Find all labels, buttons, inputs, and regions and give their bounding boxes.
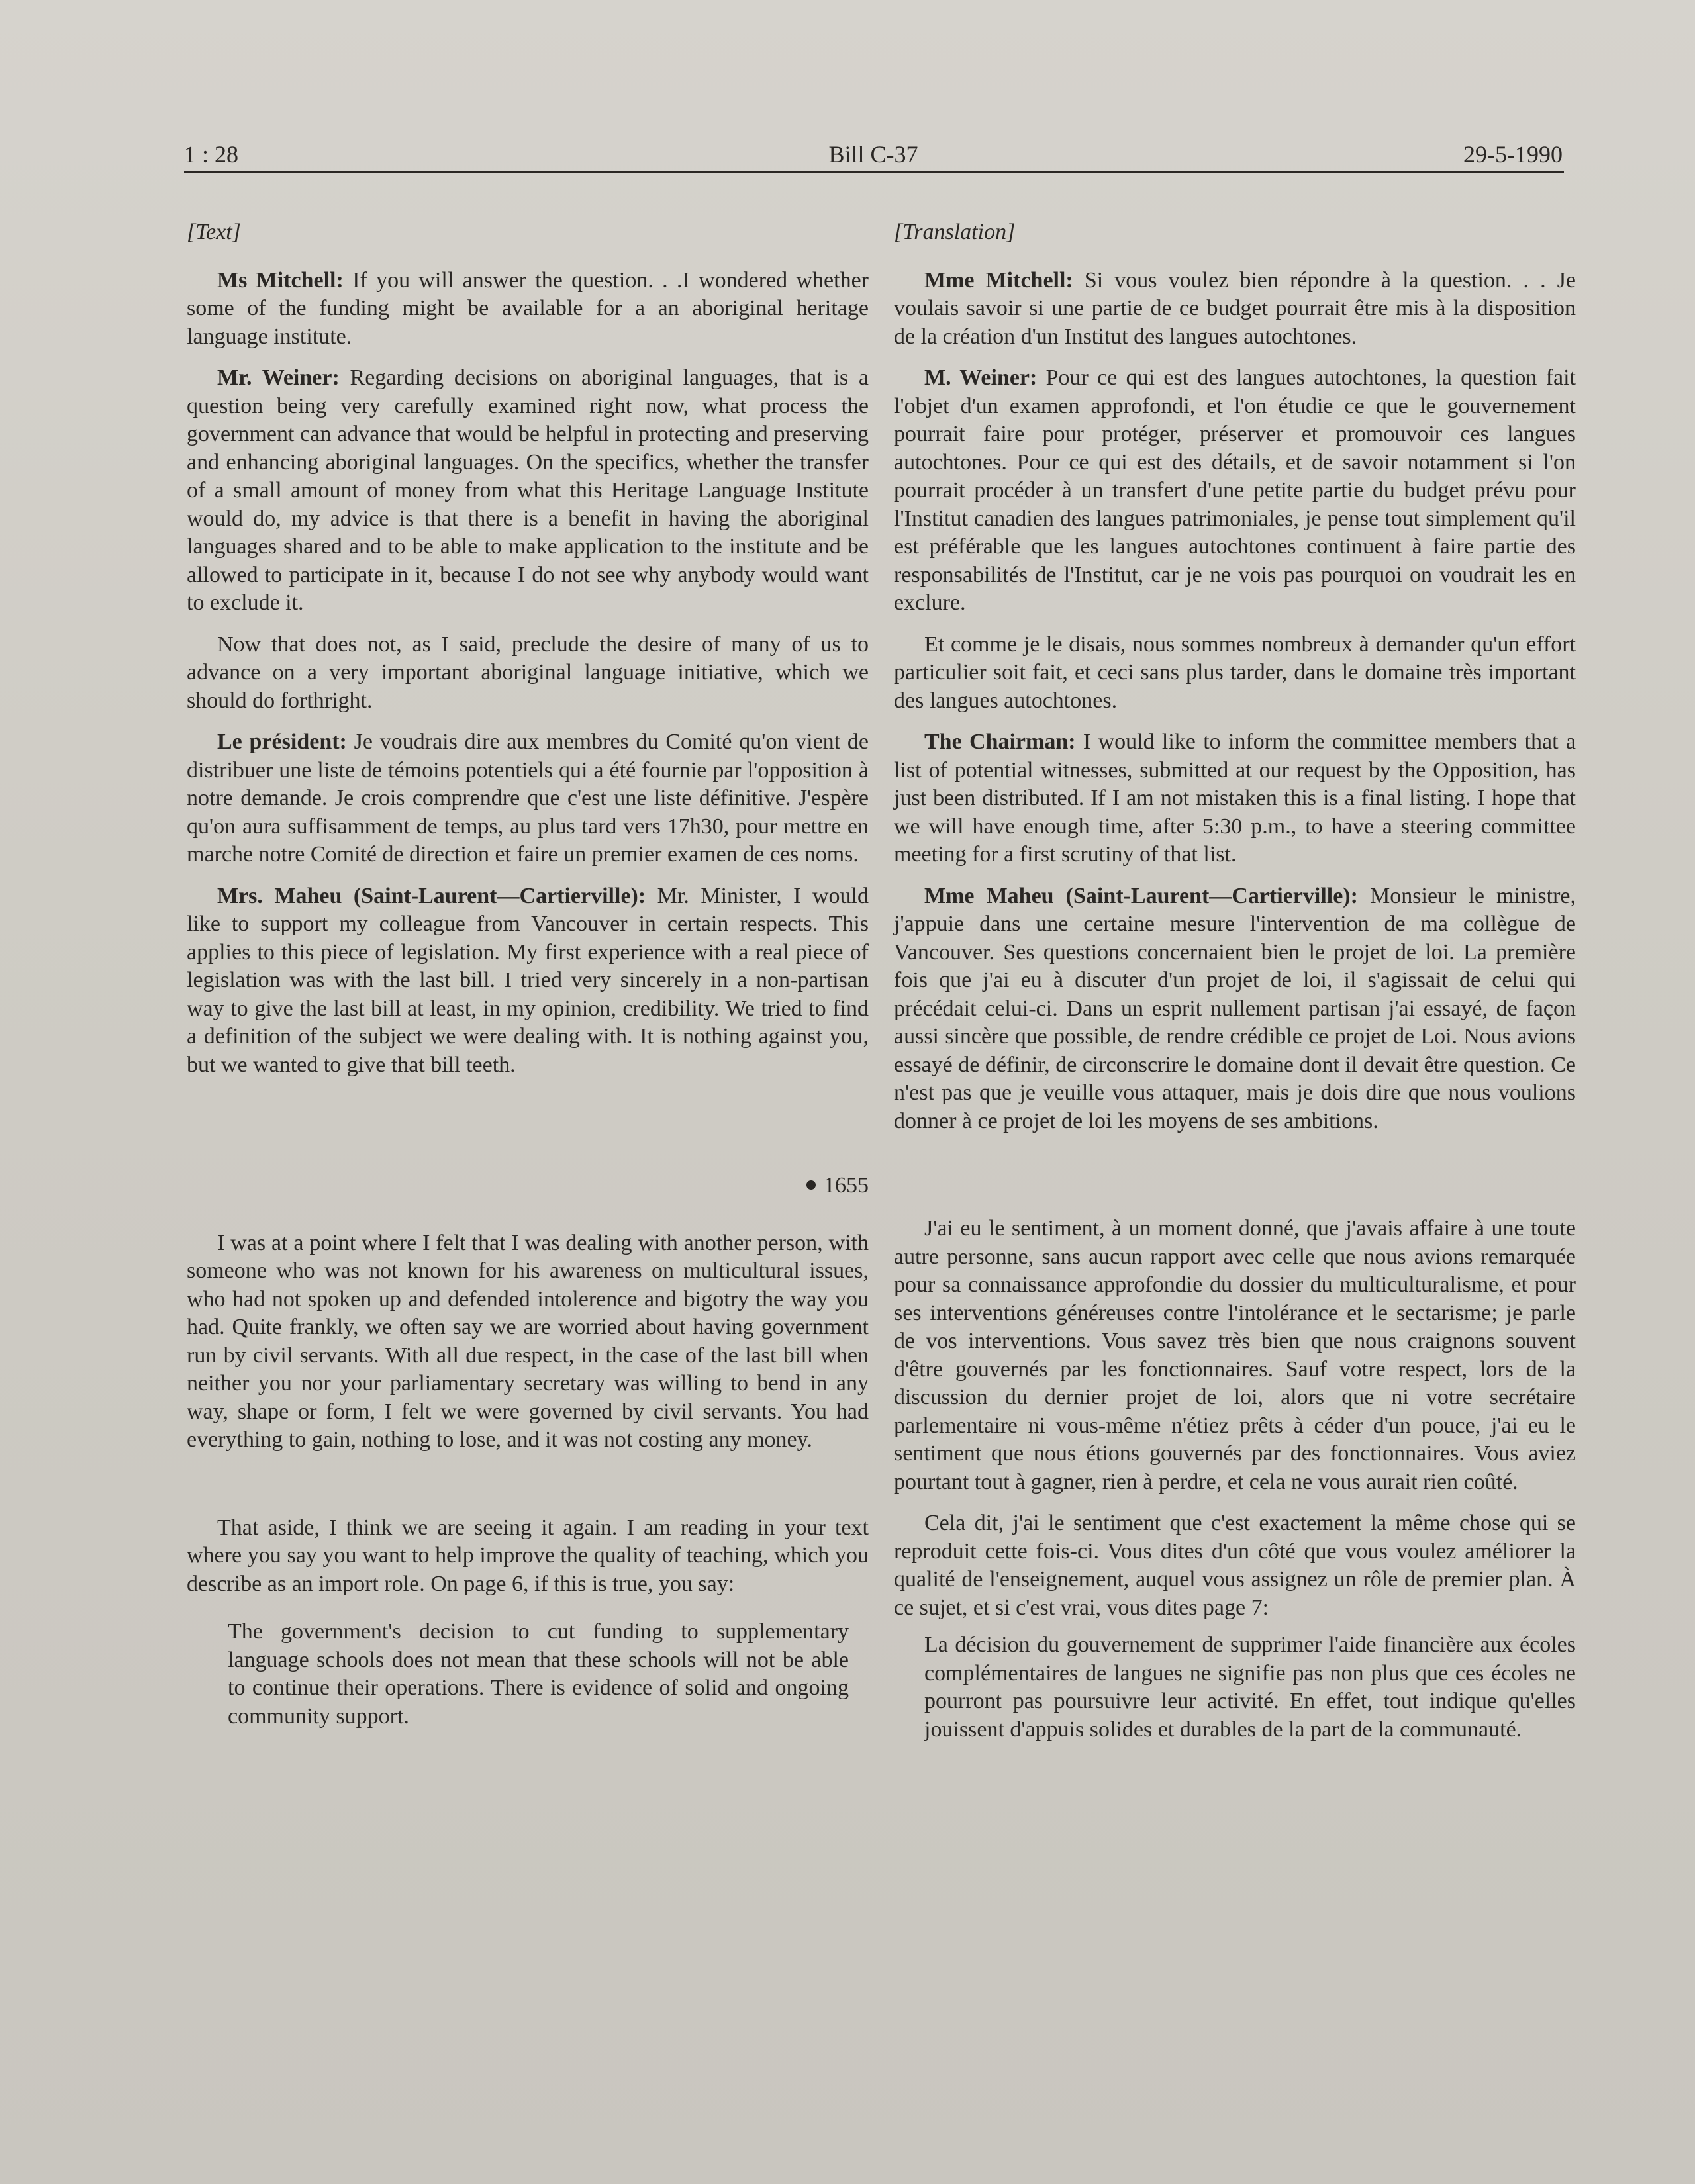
paragraph	[187, 1229, 869, 1454]
speaker-name: Ms Mitchell:	[217, 267, 344, 293]
paragraph	[894, 728, 1576, 869]
block-quote	[187, 1618, 869, 1731]
paragraph	[894, 882, 1576, 1136]
paragraph	[187, 267, 869, 352]
paragraph	[894, 631, 1576, 716]
paragraph-text: Si vous voulez bien répondre à la question. . . Je voulais savoir si une partie de ce budget pourrait être mis à la disposition de la création d'un Institut des langues autochtones.	[894, 267, 1576, 349]
paragraph-text: Monsieur le ministre, j'appuie dans une certaine mesure l'intervention de ma collègue de Vancouver. Ses questions concernaient bien le projet de loi. La première fois que j'ai eu à discuter d'un projet de loi, il s'agissait de celui qui précédait celui-ci. Dans un esprit nullement partisan j'ai essayé, de façon aussi sincère que possible, de rendre crédible ce projet de Loi. Nous avions essayé de définir, de circonscrire le domaine dont il devait être question. Ce n'est pas que je veuille vous attaquer, mais je dois dire que nous voulions donner à ce projet de loi les moyens de ses ambitions.	[894, 883, 1576, 1133]
speaker-name: Le président:	[217, 730, 347, 754]
paragraph-text: Pour ce qui est des langues autochtones, la question fait l'objet d'un examen approfondi, et l'on étudie ce que le gouvernement pourrait faire pour protéger, préserver et promouvoir ces langues autochtones. Pour ce qui est des détails, et de savoir notamment si l'on pourrait procéder à un transfert d'une petite partie du budget prévu pour l'Institut canadien des langues patrimoniales, je pense tout simplement qu'il est préférable que les langues autochtones continuent à faire partie des responsabilités de l'Institut, car je ne vois pas pourquoi on voudrait les en exclure.	[894, 365, 1576, 615]
paragraph	[187, 631, 869, 716]
paragraph-text: If you will answer the question. . .I wondered whether some of the funding might be available for a an aboriginal heritage language institute.	[187, 267, 869, 349]
paragraph	[894, 1215, 1576, 1496]
quote-text: The government's decision to cut funding to supplementary language schools does not mean that these schools will not be able to continue their operations. There is evidence of solid and ongoing community support.	[228, 1619, 849, 1729]
block-quote	[894, 1631, 1576, 1744]
speaker-name: Mr. Weiner:	[217, 365, 340, 390]
paragraph-text: Cela dit, j'ai le sentiment que c'est exactement la même chose qui se reproduit cette fois-ci. Vous dites d'un côté que vous voulez améliorer la qualité de l'enseignement, auquel vous assignez un rôle de premier plan. À ce sujet, et si c'est vrai, vous dites page 7:	[894, 1511, 1576, 1620]
header-date: 29-5-1990	[1463, 141, 1563, 167]
bullet-icon	[806, 1180, 816, 1190]
speaker-name: Mrs. Maheu (Saint-Laurent—Cartierville):	[217, 883, 646, 908]
paragraph-text: Mr. Minister, I would like to support my colleague from Vancouver in certain respects. This applies to this piece of legislation. My first experience with a real piece of legislation was with the last bill. I tried very sincerely in a non-partisan way to give the last bill at least, in my opinion, credibility. We tried to find a definition of the subject we were dealing with. It is nothing against you, but we wanted to give that bill teeth.	[187, 883, 869, 1077]
paragraph	[187, 1514, 869, 1599]
left-column	[187, 218, 869, 1731]
paragraph-text: Now that does not, as I said, preclude the desire of many of us to advance on a very important aboriginal language initiative, which we should do forthright.	[187, 632, 869, 713]
speaker-name: Mme Mitchell:	[924, 267, 1073, 293]
header-rule	[184, 171, 1564, 173]
column-heading: [Text]	[187, 220, 241, 244]
heading-label: Translation	[902, 220, 1007, 244]
right-column	[894, 218, 1576, 1744]
paragraph	[894, 1509, 1576, 1622]
paragraph-text: I would like to inform the committee members that a list of potential witnesses, submitted at our request by the Opposition, has just been distributed. If I am not mistaken this is a final listing. I hope that we will have enough time, after 5:30 p.m., to have a steering committee meeting for a first scrutiny of that list.	[894, 730, 1576, 867]
speaker-name: The Chairman:	[924, 730, 1076, 754]
speaker-name: Mme Maheu (Saint-Laurent—Cartierville):	[924, 883, 1358, 908]
page-reference: 1 : 28	[184, 141, 239, 167]
quote-text: La décision du gouvernement de supprimer l'aide financière aux écoles complémentaires de langues ne signifie pas non plus que ces écoles ne pourront pas poursuivre leur activité. En effet, tout indique qu'elles jouissent d'appuis solides et durables de la part de la communauté.	[924, 1633, 1576, 1742]
speaker-name: M. Weiner:	[924, 365, 1038, 390]
paragraph	[187, 364, 869, 618]
time-marker	[187, 1172, 869, 1200]
paragraph-text: Regarding decisions on aboriginal languages, that is a question being very carefully examined right now, what process the government can advance that would be helpful in protecting and preserving and enhancing aboriginal languages. On the specifics, whether the transfer of a small amount of money from what this Heritage Language Institute would do, my advice is that there is a benefit in having the aboriginal languages shared and to be able to make application to the institute and be allowed to participate in it, because I do not see why anybody would want to exclude it.	[187, 365, 869, 615]
paragraph-text: Et comme je le disais, nous sommes nombreux à demander qu'un effort particulier soit fait, et ceci sans plus tarder, dans le domaine très important des langues autochtones.	[894, 632, 1576, 713]
column-heading: [Translation]	[894, 220, 1016, 244]
paragraph	[187, 728, 869, 869]
page-header	[184, 140, 1563, 173]
paragraph	[894, 364, 1576, 618]
time-value: 1655	[824, 1173, 869, 1198]
heading-label: Text	[195, 220, 232, 244]
paragraph	[894, 267, 1576, 352]
paragraph-text: J'ai eu le sentiment, à un moment donné, que j'avais affaire à une toute autre personne, sans aucun rapport avec celle que nous avions remarquée pour sa connaissance approfondie du dossier du multiculturalisme, et pour ses interventions généreuses contre l'intolérance et le sectarisme; je parle de vos interventions. Vous savez très bien que nous craignons souvent d'être gouvernés par les fonctionnaires. Sauf votre respect, lors de la discussion du dernier projet de loi, alors que ni votre secrétaire parlementaire ni vous-même n'étiez prêts à céder d'un pouce, j'ai eu le sentiment que nous étions gouvernés par des fonctionnaires. Vous aviez pourtant tout à gagner, rien à perdre, et cela ne vous aurait rien coûté.	[894, 1216, 1576, 1494]
paragraph	[187, 882, 869, 1080]
paragraph-text: Je voudrais dire aux membres du Comité qu'on vient de distribuer une liste de témoins potentiels qui a été fournie par l'opposition à notre demande. Je crois comprendre que c'est une liste définitive. J'espère qu'on aura suffisamment de temps, au plus tard vers 17h30, pour mettre en marche notre Comité de direction et faire un premier examen de ces noms.	[187, 730, 869, 867]
paragraph-text: I was at a point where I felt that I was dealing with another person, with someone who was not known for his awareness on multicultural issues, who had not spoken up and defended intolerence and bigotry the way you had. Quite frankly, we often say we are worried about having government run by civil servants. With all due respect, in the case of the last bill when neither you nor your parliamentary secretary was willing to bend in any way, shape or form, I felt we were governed by civil servants. You had everything to gain, nothing to lose, and it was not costing any money.	[187, 1230, 869, 1452]
paragraph-text: That aside, I think we are seeing it again. I am reading in your text where you say you want to help improve the quality of teaching, which you describe as an import role. On page 6, if this is true, you say:	[187, 1515, 869, 1596]
bill-title: Bill C-37	[828, 141, 918, 167]
